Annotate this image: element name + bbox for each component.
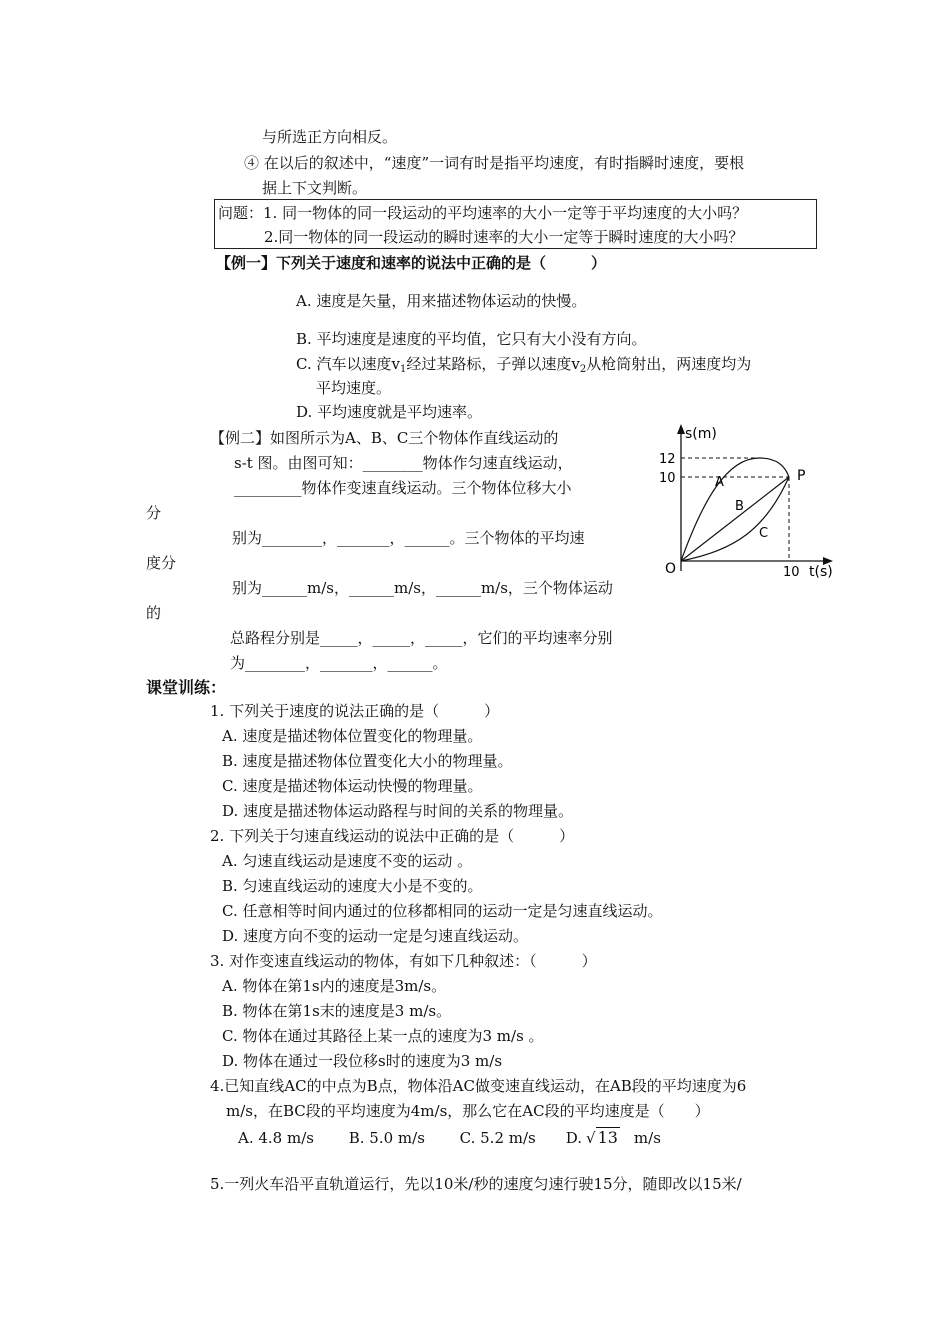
st-graph [655,420,845,585]
text-line: 与所选正方向相反。 [262,128,398,146]
example1-option-a: A. 速度是矢量，用来描述物体运动的快慢。 [296,292,587,310]
q2-option-d: D. 速度方向不变的运动一定是匀速直线运动。 [222,927,529,945]
q5: 5.一列火车沿平直轨道运行，先以10米/秒的速度匀速行驶15分，随即改以15米/ [210,1175,742,1193]
q3-option-a: A. 物体在第1s内的速度是3m/s。 [222,977,447,995]
q3: 3. 对作变速直线运动的物体，有如下几种叙述：（ ） [210,952,597,970]
tick-12: 12 [659,452,676,467]
q2: 2. 下列关于匀速直线运动的说法中正确的是（ ） [210,827,575,845]
example2-line: 别为______m/s，______m/s，______m/s，三个物体运动 [232,579,613,597]
q2-option-c: C. 任意相等时间内通过的位移都相同的运动一定是匀速直线运动。 [222,902,663,920]
example2-line: 别为________，_______，______。三个物体的平均速 [232,529,585,547]
sqrt-13: √ 13 [586,1128,618,1147]
origin-label: O [665,561,677,577]
q2-option-a: A. 匀速直线运动是速度不变的运动 。 [222,852,473,870]
example2-line: 为________，_______，______。 [230,654,448,672]
example2-line: 的 [146,604,162,622]
example2-line: 总路程分别是_____，_____，_____，它们的平均速率分别 [230,629,613,647]
example1-option-c-cont: 平均速度。 [316,379,392,397]
q2-option-b: B. 匀速直线运动的速度大小是不变的。 [222,877,483,895]
line-b [681,477,789,561]
q3-option-d: D. 物体在通过一段位移s时的速度为3 m/s [222,1052,503,1070]
tick-x10: 10 [783,565,800,580]
problem-question-1: 问题：1. 同一物体的同一段运动的平均速率的大小一定等于平均速度的大小吗？ [218,204,748,222]
q1-option-a: A. 速度是描述物体位置变化的物理量。 [222,727,483,745]
q1-option-c: C. 速度是描述物体运动快慢的物理量。 [222,777,483,795]
label-c: C [759,526,769,541]
q4-options: A. 4.8 m/s B. 5.0 m/s C. 5.2 m/s D. √ 13 m/s [238,1128,661,1147]
y-axis-label: s(m) [685,426,717,442]
text-line: ④ 在以后的叙述中，“速度”一词有时是指平均速度，有时指瞬时速度，要根 [244,154,745,172]
label-p: P [797,468,806,484]
example1-option-b: B. 平均速度是速度的平均值，它只有大小没有方向。 [296,330,647,348]
example2-line: 【例二】如图所示为A、B、C三个物体作直线运动的 [210,429,559,447]
label-a: A [715,475,724,490]
example1-option-c: C. 汽车以速度$v_1$经过某路标，子弹以速度$v_2$从枪筒射出，两速度均为 [296,355,752,375]
q3-option-c: C. 物体在通过其路径上某一点的速度为3 m/s 。 [222,1027,544,1045]
q1-option-b: B. 速度是描述物体位置变化大小的物理量。 [222,752,513,770]
y-axis-arrow [677,424,685,434]
example2-line: 度分 [146,554,177,572]
q1: 1. 下列关于速度的说法正确的是（ ） [210,702,500,720]
q4-cont: m/s，在BC段的平均速度为4m/s，那么它在AC段的平均速度是（ ） [226,1102,710,1120]
example1-stem: 【例一】下列关于速度和速率的说法中正确的是（ ） [216,254,607,272]
training-title: 课堂训练： [146,678,227,697]
label-b: B [735,499,744,514]
q1-option-d: D. 速度是描述物体运动路程与时间的关系的物理量。 [222,802,574,820]
q3-option-b: B. 物体在第1s末的速度是3 m/s。 [222,1002,452,1020]
tick-10: 10 [659,471,676,486]
example2-line: _________物体作变速直线运动。三个物体位移大小 [234,479,572,497]
x-axis-label: t(s) [809,564,833,580]
example2-line: 分 [146,504,162,522]
q4: 4.已知直线AC的中点为B点，物体沿AC做变速直线运动，在AB段的平均速度为6 [210,1077,747,1095]
problem-question-2: 2.同一物体的同一段运动的瞬时速率的大小一定等于瞬时速度的大小吗？ [264,228,744,246]
example2-line: s-t 图。由图可知：________物体作匀速直线运动， [234,454,573,472]
text-line: 据上下文判断。 [262,179,368,197]
example1-option-d: D. 平均速度就是平均速率。 [296,403,483,421]
